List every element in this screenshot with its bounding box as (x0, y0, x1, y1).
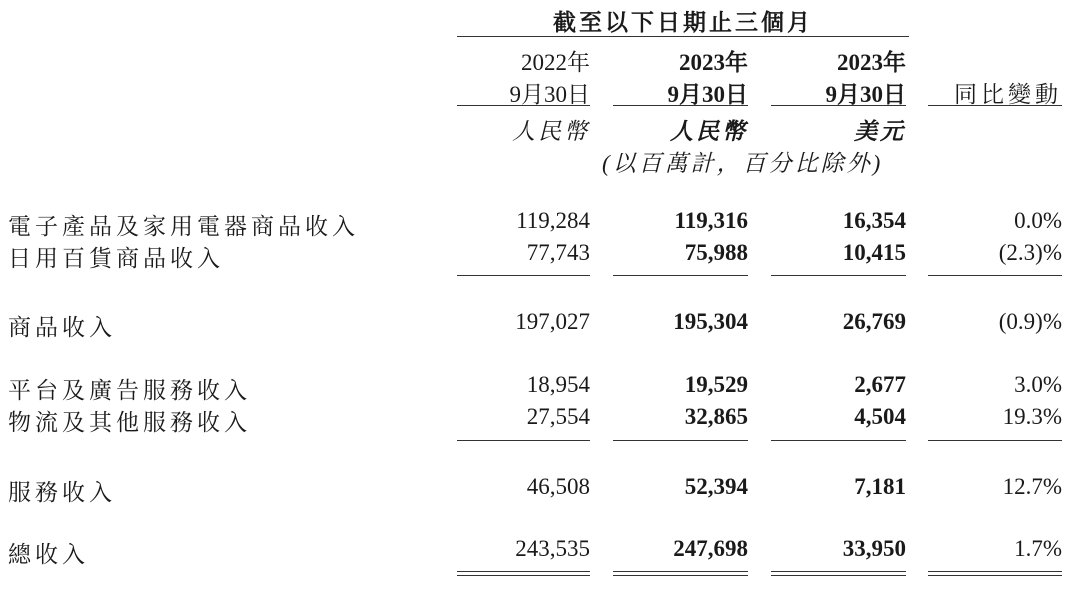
subtotal-rule (928, 275, 1062, 276)
row-value-yoy: (2.3)% (998, 240, 1062, 265)
row-value-yoy: 0.0% (1014, 208, 1062, 233)
row-value-yoy: 3.0% (1014, 372, 1062, 397)
subtotal-rule (771, 440, 906, 441)
row-value-usd: 4,504 (854, 404, 906, 429)
subtotal-rule (613, 275, 748, 276)
row-value-yoy: 1.7% (1014, 536, 1062, 561)
col3-date: 9月30日 (825, 82, 906, 107)
total-double-rule (771, 571, 906, 576)
row-value-yoy: (0.9)% (998, 309, 1062, 334)
col3-currency: 美元 (854, 119, 906, 144)
col4-underline (928, 105, 1062, 106)
col3-year: 2023年 (837, 50, 906, 75)
row-label: 電子產品及家用電器商品收入 (8, 214, 359, 239)
row-value-2023: 119,316 (674, 208, 748, 233)
row-value-2022: 27,554 (526, 404, 590, 429)
col1-currency: 人民幣 (512, 119, 590, 144)
unit-note: (以百萬計，百分比除外) (602, 151, 884, 176)
row-value-2022: 18,954 (526, 372, 590, 397)
row-value-2022: 46,508 (526, 474, 590, 499)
row-value-2023: 52,394 (684, 474, 748, 499)
row-value-2022: 197,027 (515, 309, 590, 334)
row-label: 物流及其他服務收入 (8, 410, 251, 435)
subtotal-rule (613, 440, 748, 441)
row-value-2023: 32,865 (684, 404, 748, 429)
row-label: 服務收入 (8, 480, 116, 505)
col1-underline (457, 105, 590, 106)
row-label: 平台及廣告服務收入 (8, 378, 251, 403)
row-value-2022: 243,535 (515, 536, 590, 561)
row-label: 商品收入 (8, 315, 116, 340)
col3-underline (771, 105, 906, 106)
row-value-usd: 26,769 (842, 309, 906, 334)
col2-currency: 人民幣 (670, 119, 748, 144)
col2-date: 9月30日 (667, 82, 748, 107)
col2-year: 2023年 (679, 50, 748, 75)
row-value-2023: 247,698 (673, 536, 748, 561)
subtotal-rule (457, 440, 590, 441)
total-double-rule (928, 571, 1062, 576)
row-value-usd: 7,181 (854, 474, 906, 499)
period-title: 截至以下日期止三個月 (553, 10, 813, 35)
total-double-rule (613, 571, 748, 576)
row-value-2023: 195,304 (673, 309, 748, 334)
row-value-2022: 119,284 (516, 208, 590, 233)
subtotal-rule (771, 275, 906, 276)
period-title-underline (457, 36, 909, 37)
row-value-2023: 19,529 (684, 372, 748, 397)
subtotal-rule (457, 275, 590, 276)
row-label: 總收入 (8, 542, 89, 567)
col2-underline (613, 105, 748, 106)
row-value-2023: 75,988 (684, 240, 748, 265)
row-value-2022: 77,743 (526, 240, 590, 265)
row-value-usd: 16,354 (842, 208, 906, 233)
col4-label: 同比變動 (954, 82, 1062, 107)
row-value-usd: 10,415 (842, 240, 906, 265)
row-value-yoy: 19.3% (1002, 404, 1062, 429)
total-double-rule (457, 571, 590, 576)
row-label: 日用百貨商品收入 (8, 246, 224, 271)
row-value-yoy: 12.7% (1002, 474, 1062, 499)
subtotal-rule (928, 440, 1062, 441)
col1-date: 9月30日 (509, 82, 590, 107)
col1-year: 2022年 (521, 50, 590, 75)
row-value-usd: 33,950 (842, 536, 906, 561)
row-value-usd: 2,677 (854, 372, 906, 397)
